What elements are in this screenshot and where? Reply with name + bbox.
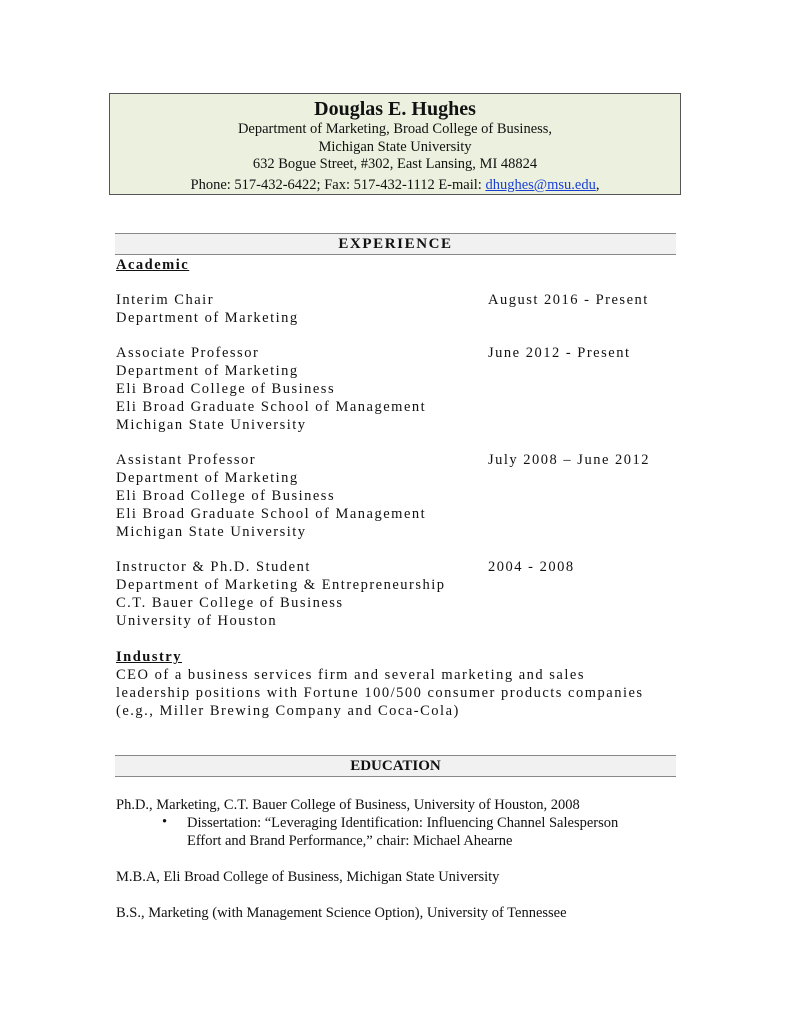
email-link[interactable]: dhughes@msu.edu (485, 176, 596, 193)
position-detail: Michigan State University (116, 524, 307, 540)
dissertation-line: Dissertation: “Leveraging Identification: Influencing Channel Salesperson (187, 815, 619, 831)
experience-heading: EXPERIENCE (115, 233, 676, 255)
dissertation-line: Effort and Brand Performance,” chair: Michael Ahearne (187, 833, 513, 849)
position-detail: Eli Broad College of Business (116, 381, 336, 397)
person-name: Douglas E. Hughes (314, 98, 476, 120)
position-detail: University of Houston (116, 613, 278, 629)
position-date: 2004 - 2008 (488, 559, 575, 575)
academic-subheading: Academic (116, 257, 190, 273)
position-detail: Eli Broad Graduate School of Management (116, 506, 427, 522)
position-detail: Department of Marketing (116, 470, 299, 486)
position-date: July 2008 – June 2012 (488, 452, 650, 468)
position-detail: Eli Broad Graduate School of Management (116, 399, 427, 415)
position-detail: C.T. Bauer College of Business (116, 595, 344, 611)
position-detail: Department of Marketing & Entrepreneurship (116, 577, 446, 593)
phone-fax-text: Phone: 517-432-6422; Fax: 517-432-1112 E-mail: (190, 176, 486, 193)
degree-mba: M.B.A, Eli Broad College of Business, Michigan State University (116, 869, 500, 885)
contact-header (109, 93, 681, 195)
industry-text: CEO of a business services firm and several marketing and sales (116, 667, 585, 683)
position-date: June 2012 - Present (488, 345, 631, 361)
contact-line (110, 177, 680, 195)
position-detail: Department of Marketing (116, 310, 299, 326)
industry-text: leadership positions with Fortune 100/500 consumer products companies (116, 685, 644, 701)
position-title: Associate Professor (116, 345, 260, 361)
industry-subheading: Industry (116, 649, 182, 665)
industry-text: (e.g., Miller Brewing Company and Coca-Cola) (116, 703, 460, 719)
position-detail: Eli Broad College of Business (116, 488, 336, 504)
address-line: 632 Bogue Street, #302, East Lansing, MI 48824 (252, 156, 538, 172)
department-line: Department of Marketing, Broad College of Business, (237, 121, 553, 137)
contact-suffix: , (595, 176, 600, 193)
position-detail: Department of Marketing (116, 363, 299, 379)
position-title: Instructor & Ph.D. Student (116, 559, 311, 575)
position-detail: Michigan State University (116, 417, 307, 433)
bullet-icon: • (162, 814, 168, 830)
university-line: Michigan State University (318, 138, 472, 155)
position-title: Interim Chair (116, 292, 215, 308)
position-title: Assistant Professor (116, 452, 257, 468)
degree-bs: B.S., Marketing (with Management Science Option), University of Tennessee (116, 905, 567, 921)
degree-phd: Ph.D., Marketing, C.T. Bauer College of Business, University of Houston, 2008 (116, 797, 580, 813)
education-heading: EDUCATION (115, 755, 676, 777)
position-date: August 2016 - Present (488, 292, 649, 308)
